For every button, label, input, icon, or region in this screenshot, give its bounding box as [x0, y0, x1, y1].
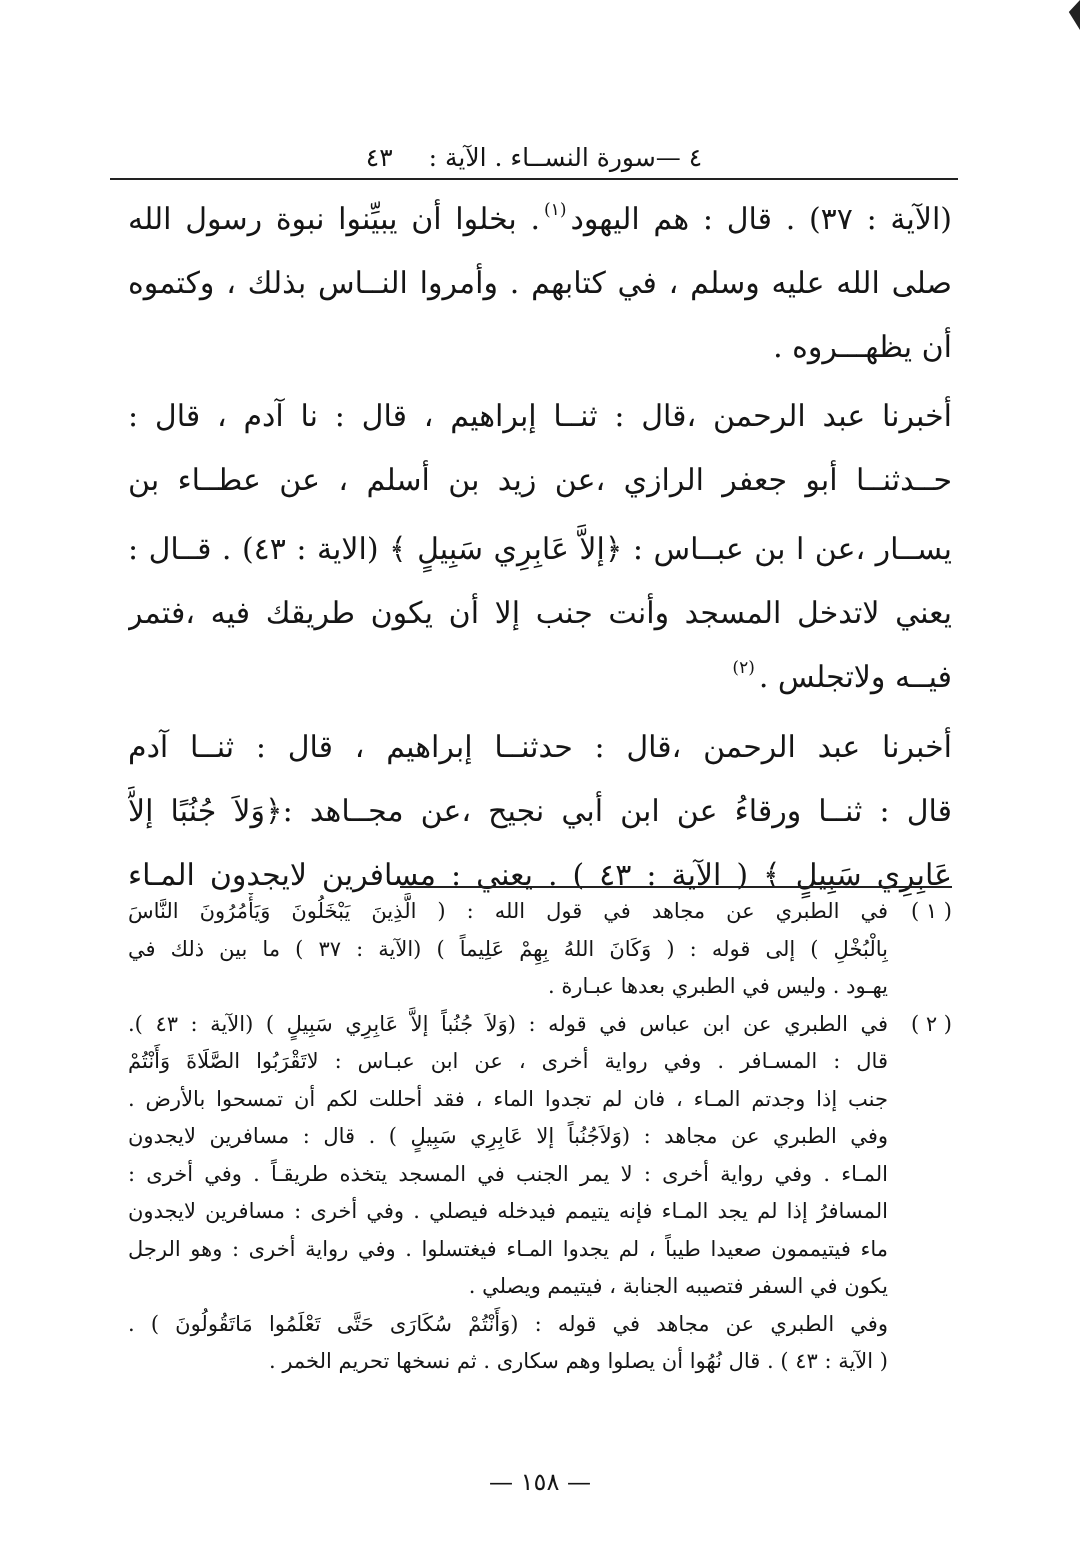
- footnote-line: يهـود . وليس في الطبري بعدها عبـارة .: [548, 974, 888, 998]
- footnotes: [128, 893, 952, 1381]
- footnote-line: قال : المسـافر . وفي رواية أخرى ، عن ابن عبـاس : لاتَقْرَبُوا الصَّلَاةَ وَأَنْتُمْ: [128, 1049, 888, 1073]
- footnote-line: يكون في السفر فتصيبه الجنابة ، فيتيمم ويصلي .: [468, 1274, 888, 1298]
- header-rule: [110, 178, 958, 180]
- header-title: ٤ —سورة النســاء . الآية :: [428, 143, 703, 172]
- footnote-2: [128, 1006, 952, 1381]
- page-number: — ١٥٨ —: [489, 1468, 591, 1496]
- text-line-end: . بخلوا أن يبيِّنوا نبوة رسول الله: [128, 202, 541, 237]
- text-line: عَابِرِي سَبِيلٍ ﴾ ( الآية : ٤٣ ) . يعني : مسافرين لايجدون المـاء: [128, 858, 952, 893]
- text-line: [128, 188, 952, 252]
- footnote-rule: [400, 886, 952, 888]
- footnote-ref-1: (١): [544, 200, 567, 220]
- text-line: قال : ثنــا ورقاءُ عن ابن أبي نجيح ،عن مجــاهد :﴿وَلاَ جُنُبًا إلاَّ: [128, 794, 952, 829]
- footnote-body: [128, 893, 888, 1006]
- text-line: أن يظهـــروه .: [773, 330, 952, 365]
- text-line: أخبرنا عبد الرحمن ،قال : حدثنــا إبراهيم ، قال : ثنــا آدم: [128, 730, 952, 765]
- footnote-number: ( ٢ ): [910, 1011, 952, 1036]
- footnote-line: في الطبري عن ابن عباس في قوله : (وَلاَ جُنُباً إلاَّ عَابِرِي سَبِيلٍ ) (الآية : ٤٣ ).: [128, 1011, 888, 1036]
- footnote-line: المسافرُ إذا لم يجد المـاء فإنه يتيمم فيدخله فيصلي . وفي أخرى : مسافرين لايجدون: [128, 1199, 888, 1223]
- text-line: يعني لاتدخل المسجد وأنت جنب إلا أن يكون طريقك فيه ،فتمر: [128, 596, 952, 631]
- footnote-line: في الطبري عن مجاهد في قول الله : ( الَّذِينَ يَبْخَلُونَ وَيَأْمُرُونَ النَّاسَ: [128, 899, 888, 923]
- footnote-ref-2: (٢): [732, 658, 755, 678]
- text-line-content: فيــه ولاتجلس .: [758, 660, 952, 695]
- header-verse-number: ٤٣: [365, 143, 393, 172]
- text-line: صلى الله عليه وسلم ، في كتابهم . وأمروا النــاس بذلك ، وكتموه: [128, 266, 952, 301]
- footnote-number: ( ١ ): [910, 899, 952, 923]
- text-line: [128, 646, 952, 710]
- scan-corner-mark: [1066, 0, 1080, 30]
- footnote-line: بِالْبُخْلِ ) إلى قوله : ( وَكَانَ اللهُ بِهِمْ عَلِيماً ) (الآية : ٣٧ ) ما بين ذلك في: [128, 936, 888, 961]
- main-text: [128, 188, 952, 908]
- running-header: [110, 138, 958, 178]
- footnote-body: [128, 1006, 888, 1381]
- footnote-line: ماء فيتيممون صعيدا طيباً ، لم يجدوا المـاء فيغتسلوا . وفي رواية أخرى : وهو الرجل: [128, 1236, 888, 1261]
- text-line-start: (الآية : ٣٧) . قال : هم اليهود: [570, 202, 952, 237]
- footnote-line: جنب إذا وجدتم المـاء ، فان لم تجدوا الماء ، فقد أحللت لكم أن تمسحوا بالأرض .: [128, 1086, 888, 1111]
- text-line: أخبرنا عبد الرحمن ،قال : ثنــا إبراهيم ، قال : نا آدم ، قال :: [128, 399, 952, 434]
- footnote-line: وفي الطبري عن مجاهد : (وَلاَجُنُباً إلا عَابِرِي سَبِيلٍ ) . قال : مسافرين لايجدون: [128, 1124, 888, 1148]
- text-line: حــدثنــا أبو جعفر الرازي ،عن زيد بن أسلم ، عن عطــاء بن: [128, 463, 952, 498]
- text-line: يســار ،عن ا بن عبــاس : ﴿إلاَّ عَابِرِي سَبِيلٍ ﴾ (الاية : ٤٣) . قــال :: [128, 532, 952, 567]
- footnote-1: [128, 893, 952, 1006]
- footnote-line: وفي الطبري عن مجاهد في قوله : (وَأَنْتُمْ سُكَارَى حَتَّى تَعْلَمُوا مَاتَقُولُونَ ) .: [128, 1311, 888, 1336]
- footnote-line: ( الآية : ٤٣ ) . قال نُهُوا أن يصلوا وهم سكارى . ثم نسخها تحريم الخمر .: [268, 1349, 888, 1373]
- footnote-line: المـاء . وفي رواية أخرى : لا يمر الجنب في المسجد يتخذه طريقـاً . وفي أخرى :: [128, 1161, 888, 1186]
